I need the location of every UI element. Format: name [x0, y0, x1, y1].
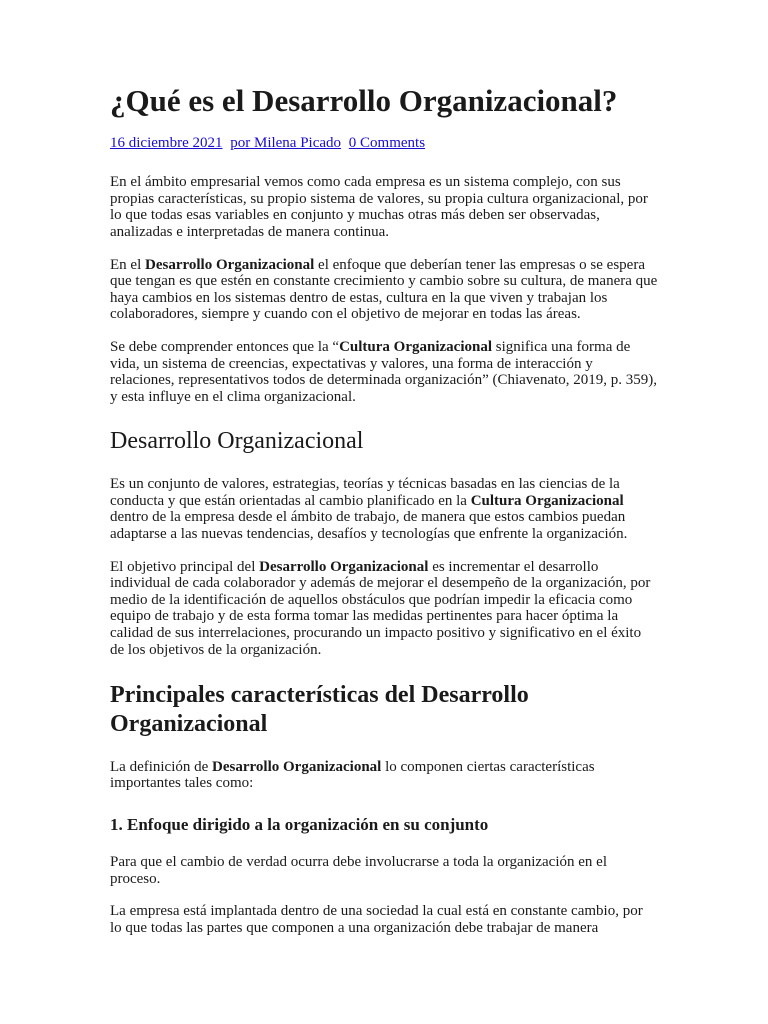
bold-term: Cultura Organizacional	[339, 339, 492, 355]
text-run: significa una forma de vida, un sistema de creencias, expectativas y valores, una forma de interacción y relaciones, representativos todos de determinada organización” (Chiavenato, 2019, p. 359), y esta influye en el clima organizacional.	[110, 339, 658, 405]
section-heading-caracteristicas: Principales características del Desarrollo Organizacional	[110, 682, 529, 737]
text-run: En el	[110, 256, 145, 273]
text-run: dentro de la empresa desde el ámbito de trabajo, de manera que estos cambios puedan adaptarse a las nuevas tendencias, desafíos y tecnologías que enfrente la organización.	[110, 509, 628, 542]
article-title: ¿Qué es el Desarrollo Organizacional?	[110, 83, 618, 118]
section-heading-desarrollo: Desarrollo Organizacional	[110, 428, 364, 455]
post-date-link[interactable]: 16 diciembre 2021	[110, 134, 223, 151]
text-run: La definición de	[110, 758, 213, 775]
section2-paragraph-1	[110, 759, 658, 792]
subsection1-paragraph-1: Para que el cambio de verdad ocurra debe involucrarse a toda la organización en el proceso.	[110, 854, 607, 887]
text-run: El objetivo principal del	[110, 558, 260, 575]
subsection-heading-enfoque: 1. Enfoque dirigido a la organización en su conjunto	[110, 814, 489, 834]
intro-paragraph-3	[110, 339, 658, 405]
text-run: lo componen ciertas características importantes tales como:	[110, 758, 595, 792]
text-run: Se debe comprender entonces que la “	[110, 339, 340, 355]
author-link[interactable]: por Milena Picado	[230, 134, 342, 151]
comments-link[interactable]: 0 Comments	[348, 134, 426, 151]
subsection1-paragraph-2: La empresa está implantada dentro de una sociedad la cual está en constante cambio, por lo que todas las partes que componen a una organización debe trabajar de manera	[110, 903, 643, 937]
intro-paragraph-1: En el ámbito empresarial vemos como cada empresa es un sistema complejo, con sus propias características, su propio sistema de valores, su propia cultura organizacional, por lo que todas esas variables en conjunto y muchas otras más deben ser observadas, analizadas e interpretadas de manera continua.	[110, 174, 648, 241]
section1-paragraph-1	[110, 476, 658, 542]
bold-term: Desarrollo Organizacional	[212, 758, 382, 775]
text-run: Es un conjunto de valores, estrategias, teorías y técnicas basadas en las ciencias de la conducta y que están orientadas al cambio planificado en la	[110, 476, 620, 509]
text-run: el enfoque que deberían tener las empresas o se espera que tengan es que estén en constante crecimiento y cambio sobre su cultura, de manera que haya cambios en los sistemas dentro de estas, cultura en la que viven y trabajan los colaboradores, siempre y cuando con el objetivo de mejorar en todas las áreas.	[110, 256, 658, 323]
intro-paragraph-2	[110, 257, 658, 323]
section1-paragraph-2	[110, 559, 658, 659]
bold-term: Cultura Organizacional	[470, 492, 624, 509]
bold-term: Desarrollo Organizacional	[145, 256, 315, 273]
text-run: es incrementar el desarrollo individual de cada colaborador y además de mejorar el desempeño de la organización, por medio de la identificación de aquellos obstáculos que podrían impedir la eficacia como equipo de trabajo y de esta forma tomar las medidas pertinentes para hacer óptima la calidad de sus interrelaciones, procurando un impacto positivo y significativo en el éxito de los objetivos de la organización.	[110, 558, 651, 658]
article-meta	[110, 135, 658, 152]
bold-term: Desarrollo Organizacional	[259, 558, 429, 575]
